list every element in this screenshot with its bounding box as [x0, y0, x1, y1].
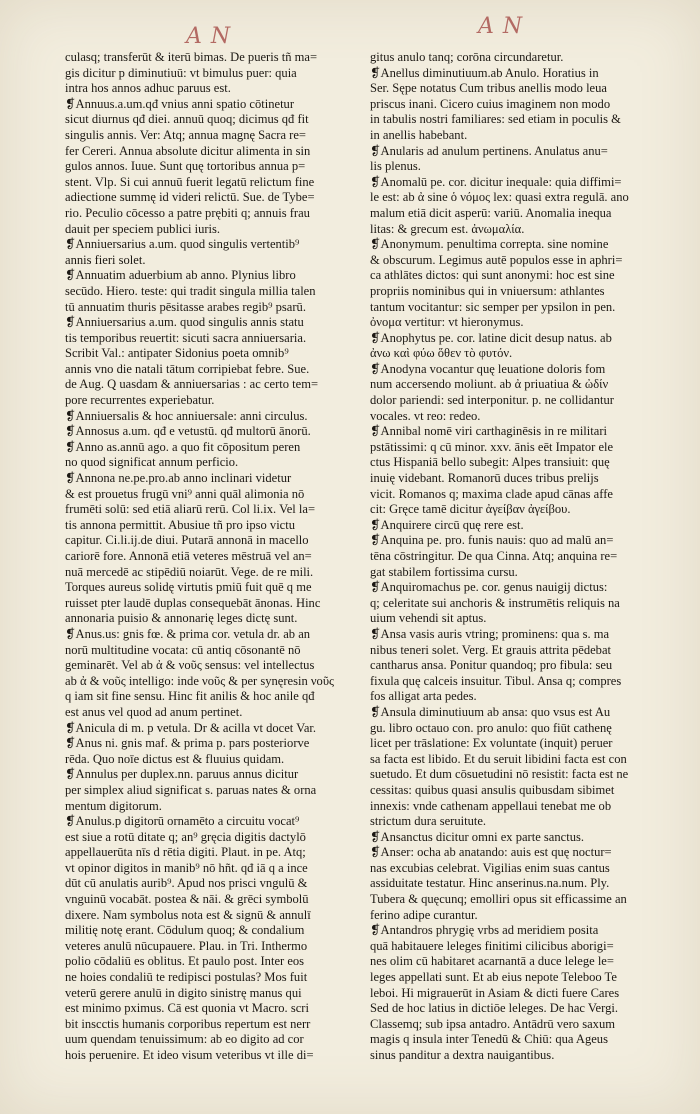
right-column-line: ferino adipe curantur. [370, 907, 478, 922]
right-column-line: ❡Anquirere circū quę rere est. [370, 517, 524, 532]
right-column-line: nas excubias celebrat. Vigilias enim suas cantus [370, 860, 610, 875]
right-column-line: ❡Anquiromachus pe. cor. genus nauigij dictus: [370, 580, 608, 595]
left-column-line: ❡Annuus.a.um.qđ vnius anni spatio cōtinetur [65, 96, 295, 111]
left-column-line: ❡Anicula di m. p vetula. Dr & acilla vt docet Var. [65, 720, 317, 735]
left-column-line: gulos annos. Iuue. Sunt quę tortoribus annua p= [65, 159, 306, 174]
left-column-line: culasq; transferūt & iterū bimas. De pueris tñ ma= [65, 50, 318, 64]
left-column-line: est siue a rotū ditate q; an⁹ gręcia digitis dactylō [65, 829, 306, 844]
left-column-line: vnguinū vocabāt. postea & nāi. & grēci symbolū [65, 892, 309, 907]
left-column-line: fer Cereri. Annua absolute dicitur alimenta in sin [65, 143, 311, 158]
right-column-line: suetudo. Et dum cōsuetudini nō resistit: facta est ne [370, 767, 629, 782]
left-column-line: dixere. Nam symbolus nota est & signū & annulī [65, 907, 311, 922]
right-column-line: in anellis habebant. [370, 127, 468, 142]
right-column-line: cessitas: quibus quasi ansulis quibusdam sibimet [370, 782, 615, 797]
left-column-line: ❡Annulus per duplex.nn. paruus annus dicitur [65, 767, 299, 782]
right-column-line: gitus anulo tanq; corōna circundaretur. [370, 50, 564, 64]
left-column-line: q iam sit fine sensu. Hinc fit anilis & hoc anile qđ [65, 689, 315, 704]
left-column-line: ❡Anus.us: gnis fœ. & prima cor. vetula dr. ab an [65, 626, 311, 641]
left-column-line: ❡Anno as.annū ago. a quo fit cōpositum peren [65, 439, 301, 454]
right-column-line: ❡Annibal nomē viri carthaginēsis in re militari [370, 424, 607, 439]
left-column-line: tū annuatim thuris pēsitasse arabes regib⁹ psarū. [65, 299, 306, 314]
left-column-line: ❡Anniuersarius a.um. quod singulis vertentib⁹ [65, 237, 300, 252]
left-column-line: dūt cū anulatis aurib⁹. Apud nos prisci vngulū & [65, 876, 308, 891]
left-column-line: norū multitudine vocata: cū antiq cōsonantē nō [65, 642, 301, 657]
right-column-line: innexis: vnde cathenam appellaui tenebat me ob [370, 798, 612, 813]
left-column-line: hois peruenire. Et ideo visum veteribus vt ille di= [65, 1048, 314, 1062]
left-column-line: appellauerūta nīs d rētia digiti. Plaut. in pe. Atq; [65, 845, 306, 860]
right-column-line: nes olim cū habitaret acarnantā a duce lelege le= [370, 954, 614, 969]
left-column-line: ❡Anniuersarius a.um. quod singulis annis statu [65, 315, 304, 330]
left-column-line: ❡Anulus.p digitorū ornamēto a circuitu vocat⁹ [65, 814, 300, 829]
left-column-line: rēda. Quo noīe dictus est & fluuius quidam. [65, 751, 285, 766]
right-column-line: cit: Gręce tamē dicitur ἀγείβαν ἀγείβου. [370, 502, 571, 517]
left-column-line: nuā mercedē ac stipēdiū noiarūt. Vege. de re mili. [65, 564, 314, 579]
left-column-line: est minimo pximus. Cā est quonia vt Macro. scri [65, 1001, 309, 1016]
right-column-line: quā habitauere leleges finitimi cilicibus aborigi= [370, 938, 614, 953]
right-column-line: ❡Anomalū pe. cor. dicitur inequale: quia diffimi= [370, 174, 622, 189]
right-column-line: sinus panditur a dextra nauigantibus. [370, 1048, 555, 1062]
left-column-line: capitur. Ci.li.ij.de diui. Putarā annonā in macello [65, 533, 309, 548]
left-column-line: rio. Peculio cōcesso a patre prębiti q; annuis frau [65, 205, 310, 220]
right-column-line: tantum vocitantur: sic semper per ypsilon in pen. [370, 299, 616, 314]
left-column-line: sicut diurnus qđ diei. annuū quoq; dicimus qđ fit [65, 112, 309, 127]
right-column-line: lis plenus. [370, 159, 421, 174]
right-column-line: & obscurum. Legimus autē populos esse in aphri= [370, 252, 623, 267]
right-column-line: Sed de hoc latius in dictiōe leleges. De hac Vergi. [370, 1001, 618, 1016]
right-column-line: malum etiā dicit asperū: variū. Anomalia inequa [370, 205, 612, 220]
right-column-line: magis q insula inter Tenedū & Chiū: qua Ageus [370, 1032, 608, 1047]
right-column-line: gat stabilem fortissima cursu. [370, 564, 518, 579]
left-column-line: annis vno die natali tātum corripiebat febre. Sue. [65, 361, 310, 376]
right-column-line: licet per trāslatione: Ex voluntate (inquit) peruer [370, 736, 613, 751]
right-column-line: ❡Antandros phrygię vrbs ad meridiem posita [370, 923, 599, 938]
left-column-line: & est prouetus frugū vni⁹ anni quāl alimonia nō [65, 486, 305, 501]
right-column-line: ctus Hispaniā bello subegit: Alpes transiuit: quę [370, 455, 610, 470]
right-column-line: nibus teneri solet. Verg. Et grauis attrita pēdebat [370, 642, 612, 657]
right-column-line: fos alligat arta pedes. [370, 689, 477, 704]
left-column-line: vt opinor digitos in manib⁹ nō hñt. qđ iā q a ince [65, 860, 308, 875]
right-column-line: strictum dura seruitute. [370, 814, 487, 829]
left-column-line: ❡Anniuersalis & hoc anniuersale: anni circulus. [65, 408, 308, 423]
right-column-line: le est: ab ἀ sine ὁ νόμος lex: quasi extra regulā. ano [370, 190, 629, 205]
right-column-line: dolor pariendi: sed interponitur. p. ne collidantur [370, 393, 614, 408]
left-column-line: gis dicitur p diminutiuū: vt bimulus puer: quia [65, 65, 297, 80]
left-column-line: frumēti solū: sed etiā aliarū rerū. Col li.ix. Vel la= [65, 502, 316, 517]
left-column-line: ❡Annosus a.um. qđ e vetustū. qđ multorū ānorū. [65, 424, 311, 439]
right-column-line: ❡Ansa vasis auris vtring; prominens: qua s. ma [370, 626, 610, 641]
left-column-line: bit inscctis humanis corporibus repertum est nerr [65, 1016, 311, 1031]
left-column-line: veterū gerere anulū in digito sinistrę manus qui [65, 985, 302, 1000]
handwritten-annotation-right: A N [478, 14, 524, 39]
right-column-line: ὀνομα vertitur: vt hieronymus. [370, 315, 524, 330]
right-column-line: uium vehendi sit aptus. [370, 611, 487, 626]
right-column-line: ❡Anonymum. penultima correpta. sine nomine [370, 237, 609, 252]
right-column-line: q; celeritate sui anchoris & instrumētis reliquis na [370, 595, 620, 610]
right-column-line: assiduitate testatur. Hinc anserinus.na.num. Ply. [370, 876, 610, 891]
handwritten-annotation-left: A N [186, 24, 232, 49]
left-column-line: est anus vel quod ad anum pertinet. [65, 704, 243, 719]
left-column-line: Scribit Val.: antipater Sidonius poeta omnib⁹ [65, 346, 289, 361]
right-column-line: inuię videbant. Romanorū duces tribus prelijs [370, 471, 599, 486]
left-column-line: pore recurrentes experiebatur. [65, 393, 215, 408]
left-column-line: mentum digitorum. [65, 798, 162, 813]
right-column-line: fixula quę calceis insuitur. Tibul. Ansa q; compres [370, 673, 622, 688]
right-column-line: ❡Anularis ad anulum pertinens. Anulatus anu= [370, 143, 608, 158]
right-column-line: gu. libro octauo con. pro anulo: quo fiūt cathenę [370, 720, 612, 735]
right-column-line: pstātissimi: q cū minor. xxv. ānis eēt Impator ele [370, 439, 614, 454]
left-column-line: secūdo. Hiero. teste: qui tradit singula millia talen [65, 283, 316, 298]
left-column-line: stent. Vlp. Si cui annuū fuerit legatū relictum fine [65, 174, 315, 189]
right-column-line: ❡Ansula diminutiuum ab ansa: quo vsus est Au [370, 704, 611, 719]
left-column-line: intra hos annos adhuc paruus est. [65, 81, 231, 96]
right-column-line: priscus inani. Cicero cuius imaginem non modo [370, 96, 611, 111]
right-column-line: sa facta est libido. Et du seruit libidini facta est con [370, 751, 627, 766]
left-column-line: tis annona permittit. Abusiue tñ pro ipso victu [65, 517, 296, 532]
left-column-line: ❡Annuatim aduerbium ab anno. Plynius libro [65, 268, 296, 283]
left-column-line: ❡Annona ne.pe.pro.ab anno inclinari videtur [65, 471, 292, 486]
left-column-line: per simplex aliud significat s. paruas nates & orna [65, 782, 317, 797]
right-column-line: propriis nominibus qui in vniuersum: athlantes [370, 283, 605, 298]
left-column-line: polio cōdaliū es oblitus. Et paulo post. Inter eos [65, 954, 305, 969]
left-column-line: militię notę erant. Cōdulum quoq; & condalium [65, 923, 305, 938]
right-column-line: ❡Anodyna vocantur quę leuatione doloris fom [370, 361, 606, 376]
right-column-line: ❡Anser: ocha ab anatando: auis est quę noctur= [370, 845, 612, 860]
left-column-line: uum quendam tenuissimum: ab eo digito ad cor [65, 1032, 304, 1047]
right-column-line: leges appellati sunt. Et ab eius nepote Teleboo Te [370, 970, 617, 985]
right-column-line: ❡Anellus diminutiuum.ab Anulo. Horatius in [370, 65, 599, 80]
left-column-line: ruisset pter laudē duplas consequebāt ānonas. Hinc [65, 595, 321, 610]
right-column-line: Tubera & quęcunq; emolliri opus sit efficassime an [370, 892, 627, 907]
left-column-line: veteres anulū nūcupauere. Plau. in Tri. Inthermo [65, 938, 308, 953]
right-column-line: leboi. Hi migrauerūt in Asiam & dicti fuere Cares [370, 985, 620, 1000]
right-column-line: ca athlātes dictos: qui sunt anonymi: hoc est sine [370, 268, 615, 283]
left-column-line: geminarēt. Vel ab ἀ & νοῦς sensus: vel intellectus [65, 658, 315, 673]
right-column-line: ἀνω καὶ φύω ὅθεν τὸ φυτόν. [370, 346, 513, 361]
right-column-line: ❡Ansanctus dicitur omni ex parte sanctus. [370, 829, 585, 844]
right-column-line: vicit. Romanos q; maxima clade apud cānas affe [370, 486, 613, 501]
right-column-line: Classemq; sub ipsa antadro. Antādrū vero saxum [370, 1016, 615, 1031]
right-column-line: ❡Anquina pe. pro. funis nauis: quo ad malū an= [370, 533, 614, 548]
left-column-line: de Aug. Q uasdam & anniuersarias : ac certo tem= [65, 377, 319, 392]
left-column-line: ne hoies condaliū te redipisci postulas? Mos fuit [65, 970, 308, 985]
right-column-line: vocales. vt reo: redeo. [370, 408, 481, 423]
left-column [65, 50, 385, 1064]
left-column-line: tis temporibus reuertit: sicuti sacra anniuersaria. [65, 330, 307, 345]
left-column-line: ❡Anus ni. gnis maf. & prima p. pars posteriorve [65, 736, 310, 751]
left-column-line: ab ἀ & νοῦς intelligo: inde νοῦς & per synęresin νοῦς [65, 673, 334, 688]
left-column-line: annis fieri solet. [65, 252, 146, 267]
right-column-line: num accersendo moliunt. ab ἀ priuatiua & ὠδίν [370, 377, 609, 392]
left-column-line: singulis annis. Ver: Atq; annua magnę Sacra re= [65, 127, 307, 142]
left-column-line: adiectione summę id videri relictū. Sue. de Tybe= [65, 190, 315, 205]
left-column-line: cariorē fore. Annonā etiā veteres mēstruā vel an= [65, 549, 312, 563]
left-column-line: dauit per speciem publici iuris. [65, 221, 221, 236]
right-column [370, 50, 690, 1064]
left-column-line: annonaria puisio & annonarię leges dictę sunt. [65, 611, 298, 626]
left-column-line: no quod significat annum perficio. [65, 455, 239, 470]
right-column-line: ❡Anophytus pe. cor. latine dicit desup natus. ab [370, 330, 612, 345]
right-column-line: tēna cōstringitur. De qua Cinna. Atq; anquina re= [370, 549, 618, 563]
right-column-line: Ser. Sępe notatus Cum tribus anellis modo leua [370, 81, 607, 96]
left-column-line: Torques aureus solidę virtutis pmiū fuit quē q me [65, 580, 312, 595]
right-column-line: in tabulis nostri familiares: sed etiam in poculis & [370, 112, 621, 127]
right-column-line: cantharus ansa. Ponitur quandoq; pro fibula: seu [370, 658, 613, 673]
right-column-line: litas: & grecum est. ἀνωμαλία. [370, 221, 525, 236]
